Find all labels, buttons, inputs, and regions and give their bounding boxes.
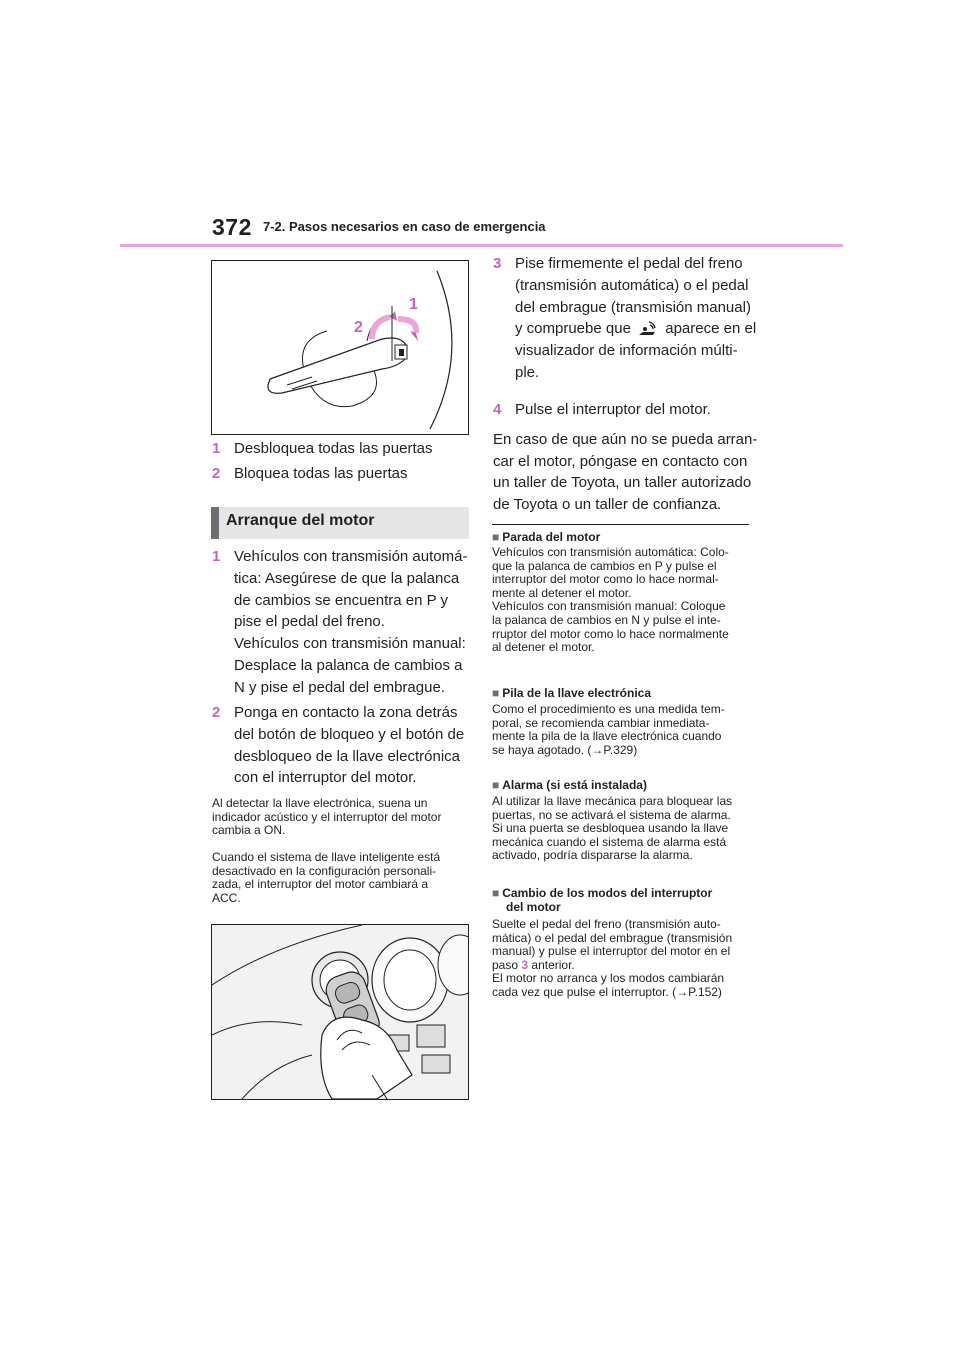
note-line: mente la pila de la llave electrónica cuando	[492, 729, 722, 744]
note-title: Pila de la llave electrónica	[502, 686, 651, 700]
note-line: puertas, no se activará el sistema de alarma.	[492, 807, 731, 822]
note-line: interruptor del motor como lo hace normal-	[492, 572, 719, 587]
page-number: 372	[212, 214, 252, 240]
step-text-fragment: y compruebe que	[515, 320, 631, 338]
note-title: Alarma (si está instalada)	[502, 778, 647, 792]
step-text-line: (transmisión automática) o el pedal	[515, 276, 749, 294]
door-handle-figure	[211, 260, 469, 435]
step-number: 2	[212, 465, 221, 482]
note-line: zada, el interruptor del motor cambiará a	[212, 877, 429, 891]
note-line: Cuando el sistema de llave inteligente está	[212, 850, 441, 864]
start-step-4	[493, 399, 755, 421]
note-line: que la palanca de cambios en P y pulse el	[492, 558, 717, 573]
note-title-cont: del motor	[506, 900, 561, 914]
callout-1: 1	[409, 296, 418, 313]
note-line: Al detectar la llave electrónica, suena un	[212, 796, 428, 810]
note-line: Suelte el pedal del freno (transmisión auto-	[492, 917, 721, 931]
start-step-3	[493, 253, 755, 393]
square-bullet-icon: ■	[492, 686, 500, 700]
note-body-parada	[492, 546, 752, 655]
note-heading-parada	[492, 530, 600, 544]
section-header: 7-2. Pasos necesarios en caso de emergencia	[263, 219, 546, 234]
square-bullet-icon: ■	[492, 886, 500, 900]
step-text-line: Ponga en contacto la zona detrás	[234, 704, 458, 721]
note-line: Si una puerta se desbloquea usando la llave	[492, 821, 729, 836]
step-text-fragment: aparece en el	[665, 320, 757, 338]
step-text-line: Desplace la palanca de cambios a	[234, 656, 463, 674]
step-text-line: N y pise el pedal del embrague.	[234, 678, 445, 696]
note-line: El motor no arranca y los modos cambiarán	[492, 971, 725, 986]
note-body-pila	[492, 703, 752, 757]
note-body-alarma	[492, 795, 752, 863]
square-bullet-icon: ■	[492, 530, 500, 544]
note-fragment: anterior.	[531, 957, 575, 972]
step-number: 1	[212, 548, 221, 565]
step-text-line: pise el pedal del freno.	[234, 613, 385, 631]
section-title: Arranque del motor	[226, 512, 375, 529]
step-2-note-2	[212, 851, 474, 905]
note-line: indicador acústico y el interruptor del motor	[212, 809, 442, 824]
paragraph-line: un taller de Toyota, un taller autorizado	[493, 474, 752, 491]
callout-2: 2	[354, 319, 363, 336]
square-bullet-icon: ■	[492, 778, 500, 792]
contact-paragraph	[493, 429, 758, 515]
note-line: Al utilizar la llave mecánica para bloquear las	[492, 794, 733, 808]
step-text-line: del embrague (transmisión manual)	[515, 298, 751, 316]
note-line: al detener el motor.	[492, 640, 595, 655]
note-line: ACC.	[212, 890, 241, 905]
step-text-line: Vehículos con transmisión manual:	[234, 635, 466, 653]
key-indicator-icon	[635, 319, 661, 339]
step-text-line: Vehículos con transmisión automá-	[234, 548, 468, 565]
lock-step-1	[212, 438, 472, 460]
note-fragment: paso	[492, 957, 519, 972]
start-step-1	[212, 546, 474, 706]
note-title: Cambio de los modos del interruptor	[502, 886, 713, 900]
note-line: Vehículos con transmisión automática: Colo-	[492, 545, 729, 559]
step-text-line: tica: Asegúrese de que la palanca	[234, 569, 460, 587]
note-heading-pila	[492, 686, 651, 700]
header-rule	[120, 244, 843, 247]
note-line: mecánica cuando el sistema de alarma está	[492, 834, 727, 849]
step-text-line: del botón de bloqueo y el botón de	[234, 725, 465, 743]
paragraph-line: de Toyota o un taller de confianza.	[493, 495, 722, 513]
note-title: Parada del motor	[502, 530, 601, 544]
note-line: Vehículos con transmisión manual: Coloque	[492, 599, 726, 614]
step-text-line: Pise firmemente el pedal del freno	[515, 255, 743, 272]
engine-switch-figure	[211, 924, 469, 1100]
step-text: Pulse el interruptor del motor.	[515, 401, 711, 418]
note-line: activado, podría dispararse la alarma.	[492, 848, 693, 863]
step-text-line: visualizador de información múlti-	[515, 342, 738, 360]
notes-divider	[492, 524, 749, 525]
note-line: la palanca de cambios en N y pulse el inte-	[492, 612, 721, 627]
note-line: cada vez que pulse el interruptor. (→P.152)	[492, 984, 722, 999]
lock-step-2	[212, 463, 472, 485]
note-line	[492, 959, 752, 973]
step-text-line: ple.	[515, 363, 540, 381]
step-text-line: desbloqueo de la llave electrónica	[234, 747, 460, 765]
step-text: Bloquea todas las puertas	[234, 465, 408, 482]
step-text-line: de cambios se encuentra en P y	[234, 591, 449, 609]
step-text: Desbloquea todas las puertas	[234, 440, 433, 457]
step-text-line: con el interruptor del motor.	[234, 769, 417, 787]
step-2-note-1	[212, 797, 474, 838]
step-number: 2	[212, 704, 221, 721]
paragraph-line: En caso de que aún no se pueda arran-	[493, 431, 758, 448]
note-line: Como el procedimiento es una medida tem-	[492, 702, 725, 716]
step-number: 3	[493, 255, 502, 272]
note-heading-cambio	[492, 886, 712, 914]
paragraph-line: car el motor, póngase en contacto con	[493, 452, 748, 470]
step-number: 4	[493, 401, 502, 418]
start-step-2	[212, 702, 474, 794]
section-title-bar	[211, 507, 219, 539]
step-number: 1	[212, 440, 221, 457]
step-ref-number: 3	[521, 957, 529, 972]
note-body-cambio	[492, 918, 752, 1000]
note-line: cambia a ON.	[212, 823, 286, 837]
note-heading-alarma	[492, 778, 647, 792]
note-line: manual) y pulse el interruptor del motor en el	[492, 944, 731, 959]
note-line: rruptor del motor como lo hace normalmente	[492, 626, 729, 641]
note-line: mática) o el pedal del embrague (transmisión	[492, 930, 733, 945]
note-line: desactivado en la configuración personali-	[212, 863, 437, 878]
note-line: poral, se recomienda cambiar inmediata-	[492, 715, 710, 730]
note-line: se haya agotado. (→P.329)	[492, 742, 638, 757]
step-text-line-with-icon	[515, 318, 756, 340]
note-line: mente al detener el motor.	[492, 585, 632, 600]
